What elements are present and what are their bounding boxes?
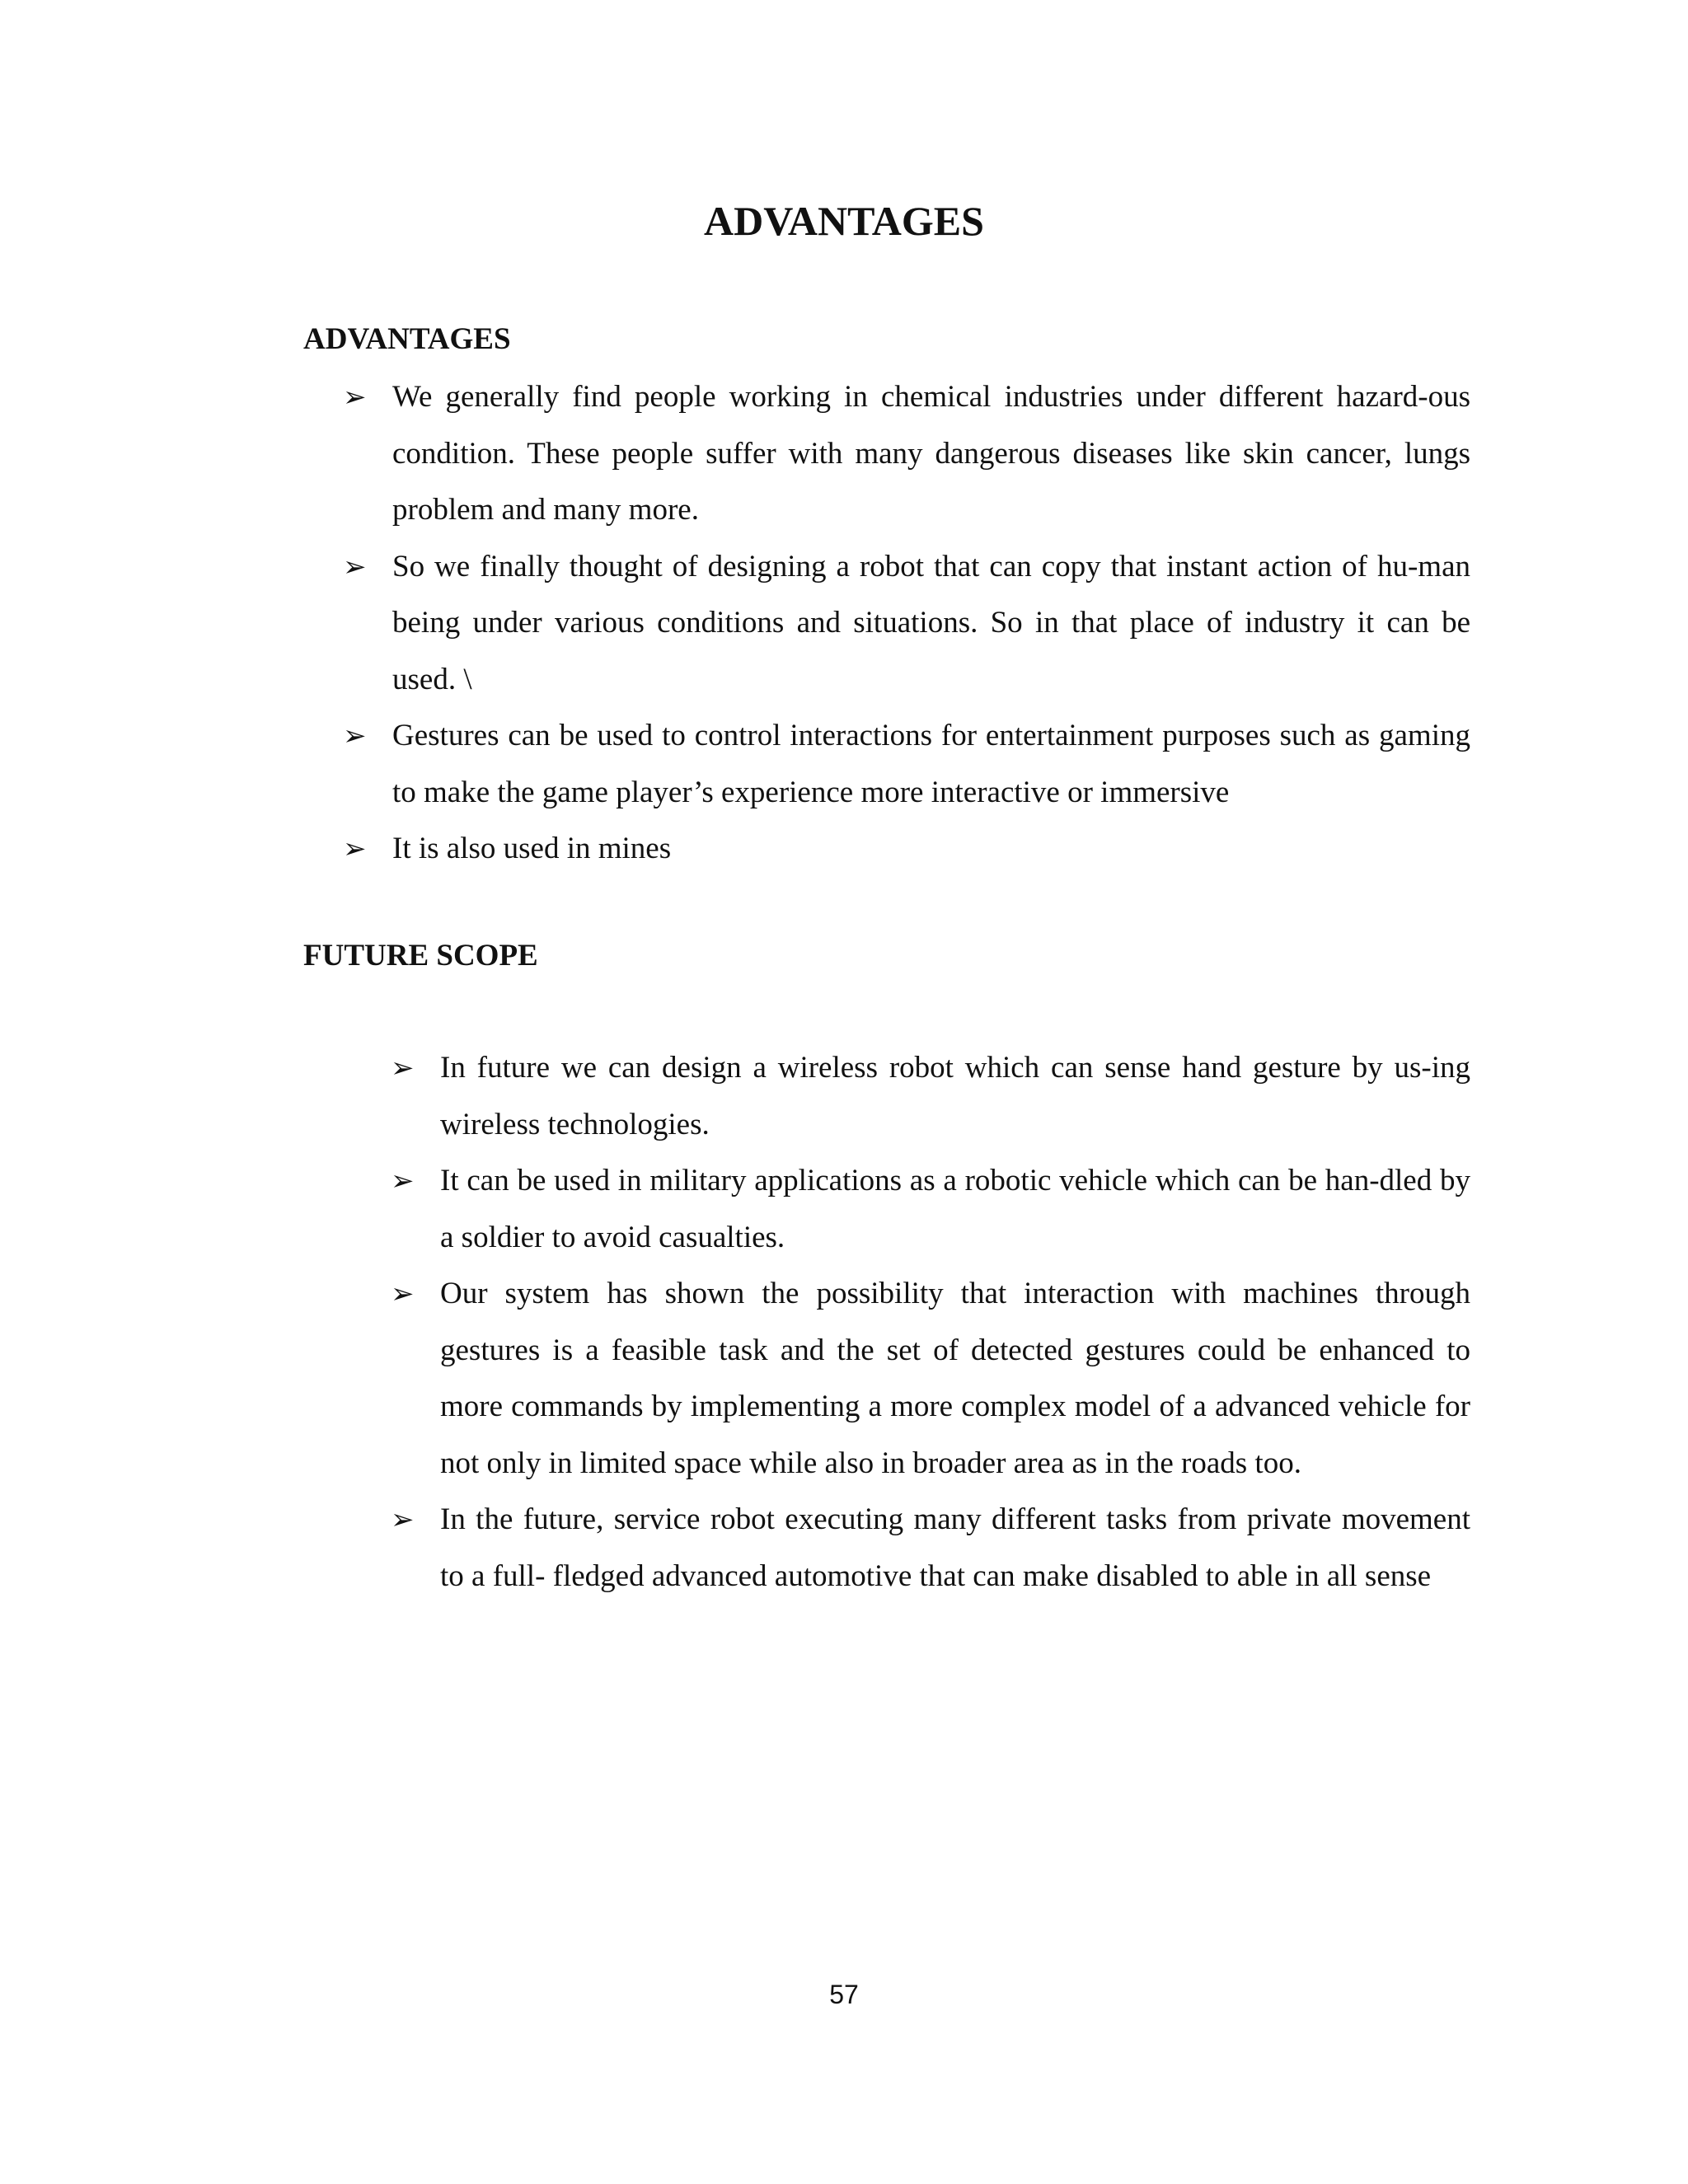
list-item (343, 539, 1470, 709)
arrowhead-bullet-icon: ➢ (343, 719, 367, 752)
list-item-text: Our system has shown the possibility that interaction with machines through gestures is a feasible task and the set of detected gestures could be enhanced to more commands by implementing a more complex model of a advanced vehicle for not only in limited space while also in broader area as in the roads too. (440, 1277, 1470, 1480)
list-item (343, 369, 1470, 539)
future-scope-list (391, 1040, 1470, 1605)
list-item (391, 1153, 1470, 1266)
arrowhead-bullet-icon: ➢ (391, 1165, 415, 1197)
arrowhead-bullet-icon: ➢ (391, 1503, 415, 1536)
arrowhead-bullet-icon: ➢ (343, 832, 367, 865)
arrowhead-bullet-icon: ➢ (391, 1052, 415, 1085)
arrowhead-bullet-icon: ➢ (343, 381, 367, 414)
arrowhead-bullet-icon: ➢ (391, 1277, 415, 1310)
advantages-list (343, 369, 1470, 878)
advantages-heading: ADVANTAGES (303, 322, 511, 356)
page-title: ADVANTAGES (704, 198, 984, 244)
list-item (343, 708, 1470, 821)
list-item (391, 1492, 1470, 1605)
list-item-text: So we finally thought of designing a robot that can copy that instant action of hu-man being under various conditions and situations. So in that place of industry it can be used. \ (392, 549, 1470, 696)
list-item-text: It is also used in mines (392, 832, 672, 865)
page-number: 57 (829, 1980, 859, 2009)
list-item (391, 1266, 1470, 1492)
list-item-text: We generally find people working in chemical industries under different hazard-ous condition. These people suffer with many dangerous diseases like skin cancer, lungs problem and many more. (392, 380, 1470, 527)
arrowhead-bullet-icon: ➢ (343, 550, 367, 583)
list-item (343, 821, 1470, 878)
list-item-text: Gestures can be used to control interactions for entertainment purposes such as gaming to make the game player’s experience more interactive or immersive (392, 719, 1470, 809)
list-item-text: In the future, service robot executing many different tasks from private movement to a full- fledged advanced automotive that can make disabled to able in all sense (440, 1502, 1470, 1593)
list-item (391, 1040, 1470, 1153)
list-item-text: It can be used in military applications as a robotic vehicle which can be han-dled by a soldier to avoid casualties. (440, 1164, 1470, 1254)
list-item-text: In future we can design a wireless robot which can sense hand gesture by us-ing wireless technologies. (440, 1051, 1470, 1141)
future-scope-heading: FUTURE SCOPE (303, 939, 538, 972)
